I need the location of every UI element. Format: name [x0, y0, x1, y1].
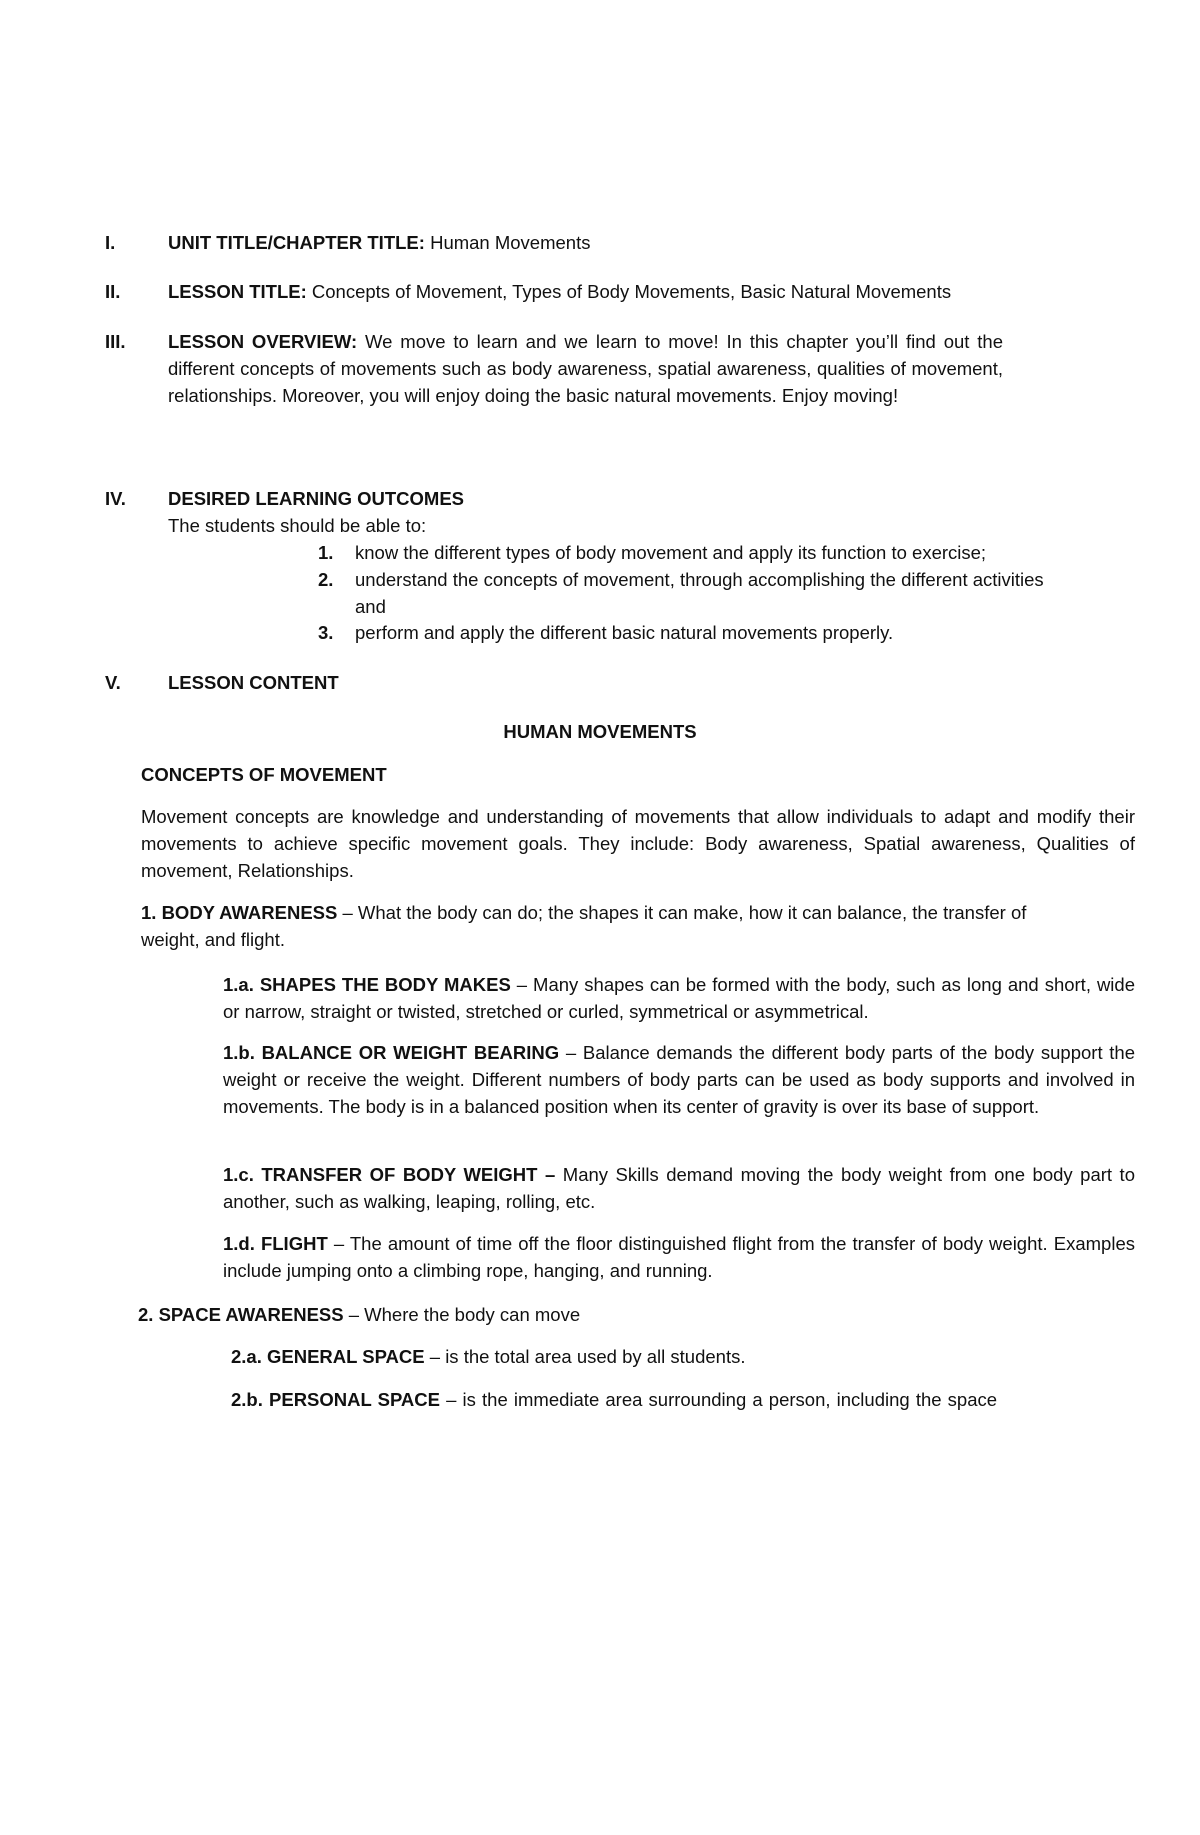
item-text: Many Skills demand moving the body weight from one body part to another, such as walking, leaping, rolling, etc. [223, 1164, 1135, 1212]
section-text: Concepts of Movement, Types of Body Movements, Basic Natural Movements [306, 281, 952, 302]
outcome-item [318, 566, 1078, 620]
section-numeral: I. [105, 232, 116, 253]
section-body [168, 485, 1003, 539]
section-numeral: III. [105, 331, 126, 352]
item-label: 1.d. FLIGHT [223, 1233, 328, 1254]
item-text: – is the immediate area surrounding a person, including the space [439, 1389, 998, 1410]
section-label: DESIRED LEARNING OUTCOMES [168, 488, 465, 509]
body-awareness [141, 899, 1081, 953]
body-item-balance [223, 1039, 1135, 1120]
item-label: 1.b. BALANCE OR WEIGHT BEARING [223, 1042, 560, 1063]
item-label: 1. BODY AWARENESS [141, 902, 338, 923]
outcome-text: understand the concepts of movement, through accomplishing the different activities and [355, 569, 1044, 617]
item-text: – is the total area used by all students. [424, 1346, 746, 1367]
section-lesson-overview [105, 328, 1003, 409]
section-text: Human Movements [424, 232, 591, 253]
outcome-number: 1. [318, 542, 334, 563]
section-unit-title [105, 229, 1003, 256]
section-label: LESSON OVERVIEW: [168, 331, 358, 352]
section-lesson-content [105, 669, 1003, 696]
outcome-item [318, 539, 1088, 566]
item-text: – What the body can do; the shapes it can make, how it can balance, the transfer of weight, and flight. [141, 902, 1027, 950]
outcome-text: know the different types of body movement and apply its function to exercise; [355, 542, 987, 563]
item-label: 2. SPACE AWARENESS [138, 1304, 344, 1325]
body-item-flight [223, 1230, 1135, 1284]
body-item-shapes [223, 971, 1135, 1025]
content-subheading: CONCEPTS OF MOVEMENT [141, 764, 387, 785]
section-label: LESSON TITLE: [168, 281, 307, 302]
section-numeral: II. [105, 281, 121, 302]
item-text: – The amount of time off the floor distinguished flight from the transfer of body weight. Examples include jumping onto a climbing rope, hanging, and running. [223, 1233, 1135, 1281]
space-item-personal [231, 1386, 1135, 1413]
section-lesson-title [105, 278, 1003, 305]
outcome-number: 2. [318, 569, 334, 590]
space-awareness [138, 1301, 1038, 1328]
content-intro: Movement concepts are knowledge and understanding of movements that allow individuals to adapt and modify their movements to achieve specific movement goals. They include: Body awareness, Spatial awareness, Qualities of movement, Relationships. [141, 806, 1135, 881]
item-label: 1.c. TRANSFER OF BODY WEIGHT – [223, 1164, 556, 1185]
section-text: We move to learn and we learn to move! In this chapter you’ll find out the different concepts of movements such as body awareness, spatial awareness, qualities of movement, relationships. Moreover, you will enjoy doing the basic natural movements. Enjoy moving! [168, 331, 1003, 406]
section-numeral: IV. [105, 488, 126, 509]
outcome-text: perform and apply the different basic natural movements properly. [355, 622, 894, 643]
item-text: – Balance demands the different body parts of the body support the weight or receive the weight. Different numbers of body parts can be used as body supports and involved in movements. The body is in a balanced position when its center of gravity is over its base of support. [223, 1042, 1135, 1117]
item-label: 1.a. SHAPES THE BODY MAKES [223, 974, 511, 995]
body-item-transfer [223, 1161, 1135, 1215]
section-numeral: V. [105, 672, 121, 693]
content-heading: HUMAN MOVEMENTS [503, 721, 697, 742]
space-item-general [231, 1343, 1131, 1370]
section-body [168, 278, 1003, 305]
section-body [168, 229, 1003, 256]
section-label: LESSON CONTENT [168, 672, 339, 693]
item-text: – Where the body can move [343, 1304, 581, 1325]
item-label: 2.b. PERSONAL SPACE [231, 1389, 440, 1410]
section-body [168, 328, 1003, 409]
outcome-number: 3. [318, 622, 334, 643]
item-label: 2.a. GENERAL SPACE [231, 1346, 425, 1367]
section-label: UNIT TITLE/CHAPTER TITLE: [168, 232, 425, 253]
section-intro: The students should be able to: [168, 515, 427, 536]
item-text: – Many shapes can be formed with the body, such as long and short, wide or narrow, straight or twisted, stretched or curled, symmetrical or asymmetrical. [223, 974, 1135, 1022]
outcome-item [318, 619, 1088, 646]
section-learning-outcomes [105, 485, 1003, 539]
